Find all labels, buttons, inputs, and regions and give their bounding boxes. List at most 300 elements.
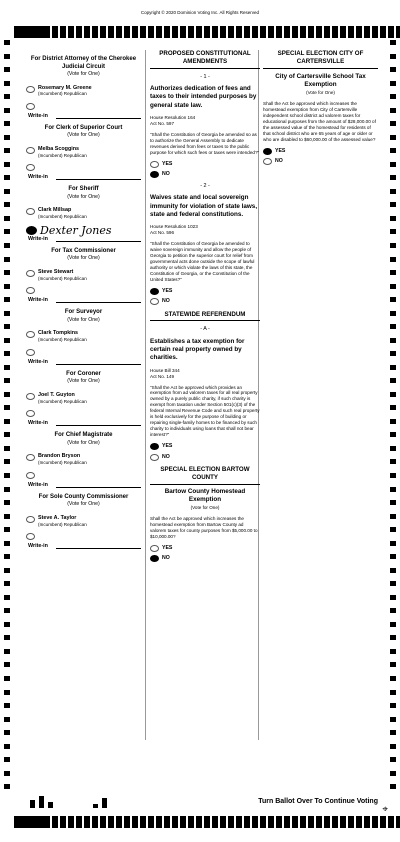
timing-mark — [300, 26, 306, 38]
office-name: For Clerk of Superior Court — [44, 124, 123, 131]
timing-mark — [390, 500, 396, 505]
timing-mark — [228, 816, 234, 828]
left-timing-marks — [4, 40, 10, 790]
selection-oval[interactable] — [26, 103, 35, 110]
amendment-1 — [150, 74, 260, 178]
timing-mark — [172, 26, 178, 38]
write-in-label: Write-in — [28, 174, 48, 181]
timing-mark — [188, 816, 194, 828]
option-label: NO — [275, 158, 283, 165]
county-election-header: SPECIAL ELECTION BARTOW COUNTY — [150, 466, 260, 485]
timing-mark — [390, 216, 396, 221]
candidate-option[interactable] — [26, 269, 141, 281]
timing-mark — [4, 324, 10, 329]
selection-oval[interactable] — [26, 410, 35, 417]
timing-mark — [4, 500, 10, 505]
timing-mark — [4, 311, 10, 316]
timing-mark — [180, 816, 186, 828]
timing-mark — [390, 473, 396, 478]
candidate-party: (Incumbent) Republican — [38, 152, 87, 158]
timing-mark — [228, 26, 234, 38]
selection-oval[interactable] — [26, 270, 35, 277]
timing-mark — [388, 816, 394, 828]
timing-mark — [124, 26, 130, 38]
office-name: For Tax Commissioner — [51, 247, 116, 254]
top-timing-marks — [14, 26, 400, 38]
timing-mark — [316, 26, 322, 38]
timing-mark — [390, 135, 396, 140]
county-question — [150, 488, 260, 562]
timing-mark — [332, 816, 338, 828]
timing-mark — [390, 81, 396, 86]
timing-mark — [390, 649, 396, 654]
timing-mark — [4, 189, 10, 194]
timing-mark — [292, 816, 298, 828]
timing-mark — [284, 816, 290, 828]
timing-mark — [252, 816, 258, 828]
vote-instruction: (Vote for One) — [67, 193, 100, 200]
timing-mark — [390, 189, 396, 194]
write-in-line — [56, 302, 141, 303]
timing-mark — [60, 816, 66, 828]
timing-mark — [390, 487, 396, 492]
candidate-party: (Incumbent) Republican — [38, 91, 87, 97]
timing-mark — [308, 26, 314, 38]
timing-mark — [4, 378, 10, 383]
timing-mark — [4, 175, 10, 180]
candidate-name: Rosemary M. Greene — [38, 84, 92, 91]
timing-mark — [14, 816, 50, 828]
timing-mark — [4, 514, 10, 519]
timing-mark — [4, 757, 10, 762]
act-reference — [150, 224, 260, 236]
timing-mark — [116, 816, 122, 828]
referendum-a — [150, 326, 260, 460]
timing-mark — [4, 744, 10, 749]
selection-oval[interactable] — [26, 208, 35, 215]
timing-mark — [390, 54, 396, 59]
no-option[interactable] — [150, 171, 260, 178]
timing-mark — [4, 541, 10, 546]
timing-mark — [244, 816, 250, 828]
write-in-option[interactable] — [26, 103, 141, 119]
candidate-option[interactable] — [26, 85, 141, 97]
selection-oval[interactable] — [26, 393, 35, 400]
selection-oval[interactable] — [26, 226, 37, 235]
candidate-name: Joel T. Guyton — [38, 391, 75, 398]
option-label: YES — [162, 160, 173, 167]
question-text: Shall the Act be approved which increases the homestead exemption from Bartow County ad valorem taxes for county purposes from $5,000.00 to $10,000.00? — [150, 516, 258, 539]
selection-oval[interactable] — [150, 454, 159, 461]
timing-mark — [390, 730, 396, 735]
write-in-line — [56, 118, 141, 119]
timing-mark — [390, 148, 396, 153]
timing-mark — [390, 514, 396, 519]
selection-oval[interactable] — [26, 349, 35, 356]
selection-oval[interactable] — [150, 161, 159, 168]
id-mark — [48, 802, 53, 808]
column-divider-1 — [145, 50, 146, 740]
timing-mark — [4, 419, 10, 424]
timing-mark — [324, 26, 330, 38]
timing-mark — [268, 26, 274, 38]
timing-mark — [220, 26, 226, 38]
timing-mark — [300, 816, 306, 828]
contest — [26, 371, 141, 426]
timing-mark — [390, 108, 396, 113]
timing-mark — [390, 392, 396, 397]
vote-instruction: (Vote for One) — [67, 316, 100, 323]
candidate-name: Clark Tompkins — [38, 330, 79, 337]
timing-mark — [390, 419, 396, 424]
timing-mark — [390, 581, 396, 586]
timing-mark — [276, 26, 282, 38]
yes-option[interactable] — [263, 148, 378, 155]
timing-mark — [68, 816, 74, 828]
timing-mark — [4, 784, 10, 789]
timing-mark — [284, 26, 290, 38]
timing-mark — [292, 26, 298, 38]
candidate-option[interactable] — [26, 392, 141, 404]
timing-mark — [4, 554, 10, 559]
timing-mark — [390, 554, 396, 559]
timing-mark — [390, 338, 396, 343]
timing-mark — [390, 284, 396, 289]
candidate-party: (Incumbent) Republican — [38, 275, 87, 281]
timing-mark — [390, 40, 396, 45]
timing-mark — [390, 676, 396, 681]
timing-mark — [4, 135, 10, 140]
write-in-label: Write-in — [28, 481, 48, 488]
office-title — [26, 494, 141, 509]
write-in-option[interactable] — [26, 164, 141, 180]
selection-oval[interactable] — [26, 86, 35, 93]
selection-oval[interactable] — [26, 472, 35, 479]
vote-instruction: (Vote for One) — [67, 501, 100, 508]
timing-mark — [308, 816, 314, 828]
timing-mark — [4, 297, 10, 302]
write-in-option[interactable] — [26, 472, 141, 488]
resolution-number: House Resolution 1023 — [150, 223, 198, 229]
timing-mark — [84, 26, 90, 38]
timing-mark — [76, 26, 82, 38]
timing-mark — [4, 67, 10, 72]
timing-mark — [196, 26, 202, 38]
bottom-timing-marks — [14, 816, 400, 828]
id-mark — [30, 800, 35, 808]
no-option[interactable] — [263, 158, 378, 165]
timing-mark — [4, 676, 10, 681]
timing-mark — [252, 26, 258, 38]
timing-mark — [180, 26, 186, 38]
timing-mark — [372, 26, 378, 38]
question-text: Shall the Act be approved which increases the homestead exemption from City of Cartersville independent school district ad valorem taxes for educational purposes from the amount of $28,000.00 of the assessed value of the homestead for residents of that school district who are 65 years of age or older or who are disabled to $60,000.00 of the assessed value? — [263, 100, 376, 142]
timing-mark — [340, 26, 346, 38]
timing-mark — [388, 26, 394, 38]
timing-mark — [364, 816, 370, 828]
yes-option[interactable] — [150, 161, 260, 168]
write-in-option[interactable] — [26, 287, 141, 303]
right-timing-marks — [390, 40, 396, 790]
vote-instruction: (Vote for One) — [67, 255, 100, 262]
city-election-column — [263, 50, 378, 169]
question-number: - A - — [200, 326, 210, 333]
selection-oval[interactable] — [263, 158, 272, 165]
timing-mark — [92, 816, 98, 828]
timing-mark — [390, 622, 396, 627]
selection-oval[interactable] — [26, 454, 35, 461]
timing-mark — [364, 26, 370, 38]
timing-mark — [172, 816, 178, 828]
question-title: Waives state and local sovereign immunity for violation of state laws, state and federal constitutions. — [150, 194, 258, 218]
timing-mark — [188, 26, 194, 38]
timing-mark — [390, 744, 396, 749]
contest — [26, 432, 141, 487]
timing-mark — [390, 257, 396, 262]
selection-oval[interactable] — [26, 331, 35, 338]
timing-mark — [156, 26, 162, 38]
copyright-notice: Copyright © 2020 Dominion Voting Inc. All Rights Reserved — [140, 10, 260, 15]
turn-ballot-instruction: Turn Ballot Over To Continue Voting — [258, 798, 378, 805]
timing-mark — [390, 568, 396, 573]
timing-mark — [4, 446, 10, 451]
id-mark — [93, 804, 98, 808]
timing-mark — [390, 378, 396, 383]
timing-mark — [390, 771, 396, 776]
timing-mark — [4, 717, 10, 722]
timing-mark — [4, 148, 10, 153]
timing-mark — [14, 26, 50, 38]
office-name: For Surveyor — [64, 309, 103, 316]
timing-mark — [390, 446, 396, 451]
option-label: YES — [275, 147, 286, 154]
timing-mark — [4, 202, 10, 207]
timing-mark — [390, 311, 396, 316]
city-election-header: SPECIAL ELECTION CITY OF CARTERSVILLE — [263, 50, 378, 69]
selection-oval[interactable] — [150, 443, 159, 450]
timing-mark — [260, 816, 266, 828]
timing-mark — [212, 816, 218, 828]
no-option[interactable] — [150, 555, 260, 562]
write-in-option[interactable] — [26, 349, 141, 365]
timing-mark — [148, 816, 154, 828]
timing-mark — [390, 121, 396, 126]
write-in-line — [56, 364, 141, 365]
candidate-option[interactable] — [26, 515, 141, 527]
timing-mark — [260, 26, 266, 38]
candidate-option[interactable] — [26, 330, 141, 342]
act-number: Act No. 597 — [150, 120, 175, 126]
office-name: For Sheriff — [68, 186, 99, 193]
question-text: "Shall the Constitution of Georgia be amended so as to authorize the General Assembly to dedicate revenues derived from fees or taxes to the public purpose for which such fees or taxes were intended?" — [150, 131, 260, 155]
write-in-text[interactable]: Dexter Jones — [40, 223, 112, 237]
option-label: NO — [162, 298, 170, 305]
office-title — [26, 125, 141, 140]
timing-mark — [4, 771, 10, 776]
write-in-label: Write-in — [28, 235, 48, 242]
write-in-label: Write-in — [28, 420, 48, 427]
timing-mark — [4, 527, 10, 532]
act-reference — [150, 368, 260, 380]
selection-oval[interactable] — [150, 288, 159, 295]
selection-oval[interactable] — [263, 148, 272, 155]
selection-oval[interactable] — [26, 533, 35, 540]
contest — [26, 56, 141, 119]
timing-mark — [390, 541, 396, 546]
timing-mark — [348, 816, 354, 828]
write-in-line — [56, 179, 141, 180]
yes-option[interactable] — [150, 545, 260, 552]
vote-instruction: (Vote for One) — [67, 132, 100, 139]
candidate-name: Steve A. Taylor — [38, 514, 77, 521]
timing-mark — [4, 257, 10, 262]
write-in-line — [56, 241, 141, 242]
contest — [26, 248, 141, 303]
office-title — [26, 371, 141, 386]
timing-mark — [164, 26, 170, 38]
question-text: "Shall the Act be approved which provides an exemption from ad valorem taxes for all real property owned by a purely public charity, if such charity is exempt from taxation under Section 501(c)(3) of the federal Internal Revenue Code and such real property is held exclusively for the purpose of building or repairing single-family homes to be financed by such charity to individuals using loans that shall not bear interest?" — [150, 384, 260, 438]
question-title: Establishes a tax exemption for certain real property owned by charities. — [150, 338, 245, 362]
timing-mark — [268, 816, 274, 828]
option-label: NO — [162, 171, 170, 178]
timing-mark — [4, 595, 10, 600]
candidate-party: (Incumbent) Republican — [38, 214, 87, 220]
selection-oval[interactable] — [150, 171, 159, 178]
timing-mark — [390, 432, 396, 437]
write-in-option[interactable] — [26, 223, 141, 242]
timing-mark — [390, 94, 396, 99]
write-in-option[interactable] — [26, 410, 141, 426]
timing-mark — [390, 784, 396, 789]
timing-mark — [390, 405, 396, 410]
candidate-name: Steve Stewart — [38, 268, 74, 275]
no-option[interactable] — [150, 454, 260, 461]
candidate-name: Brandon Bryson — [38, 453, 81, 460]
timing-mark — [390, 757, 396, 762]
candidate-option[interactable] — [26, 453, 141, 465]
timing-mark — [4, 338, 10, 343]
timing-mark — [390, 703, 396, 708]
timing-mark — [148, 26, 154, 38]
timing-mark — [140, 816, 146, 828]
candidate-option[interactable] — [26, 207, 141, 219]
write-in-line — [56, 425, 141, 426]
selection-oval[interactable] — [150, 555, 159, 562]
office-title — [26, 56, 141, 79]
timing-mark — [4, 284, 10, 289]
timing-mark — [92, 26, 98, 38]
timing-mark — [390, 270, 396, 275]
timing-mark — [52, 816, 58, 828]
timing-mark — [108, 26, 114, 38]
vote-instruction: (Vote for One) — [67, 439, 100, 446]
selection-oval[interactable] — [26, 287, 35, 294]
timing-mark — [332, 26, 338, 38]
timing-mark — [4, 121, 10, 126]
candidate-party: (Incumbent) Republican — [38, 398, 87, 404]
timing-mark — [244, 26, 250, 38]
bill-number: House Bill 344 — [150, 367, 180, 373]
timing-mark — [52, 26, 58, 38]
referendum-header: STATEWIDE REFERENDUM — [150, 311, 260, 322]
timing-mark — [220, 816, 226, 828]
timing-mark — [4, 635, 10, 640]
selection-oval[interactable] — [150, 545, 159, 552]
timing-mark — [340, 816, 346, 828]
office-name: For District Attorney of the Cherokee Judicial Circuit — [30, 56, 137, 70]
timing-mark — [372, 816, 378, 828]
timing-mark — [4, 392, 10, 397]
timing-mark — [390, 662, 396, 667]
selection-oval[interactable] — [26, 164, 35, 171]
timing-mark — [390, 162, 396, 167]
timing-mark — [390, 527, 396, 532]
yes-option[interactable] — [150, 288, 260, 295]
write-in-label: Write-in — [28, 297, 48, 304]
selection-oval[interactable] — [150, 298, 159, 305]
timing-mark — [356, 26, 362, 38]
resolution-number: House Resolution 164 — [150, 114, 196, 120]
timing-mark — [4, 216, 10, 221]
timing-mark — [316, 816, 322, 828]
timing-mark — [390, 717, 396, 722]
timing-mark — [4, 581, 10, 586]
option-label: YES — [162, 287, 173, 294]
timing-mark — [4, 730, 10, 735]
candidate-option[interactable] — [26, 146, 141, 158]
timing-mark — [132, 816, 138, 828]
office-name: For Sole County Commissioner — [38, 493, 129, 500]
selection-oval[interactable] — [26, 516, 35, 523]
timing-mark — [390, 351, 396, 356]
bottom-id-marks — [30, 796, 107, 808]
contest — [26, 309, 141, 364]
timing-mark — [4, 81, 10, 86]
office-name: For Chief Magistrate — [54, 432, 113, 439]
id-mark — [39, 796, 44, 808]
yes-option[interactable] — [150, 443, 260, 450]
timing-mark — [116, 26, 122, 38]
timing-mark — [390, 67, 396, 72]
amendments-header: PROPOSED CONSTITUTIONAL AMENDMENTS — [150, 50, 260, 69]
timing-mark — [356, 816, 362, 828]
timing-mark — [4, 649, 10, 654]
vote-instruction: (Vote for One) — [306, 89, 335, 95]
timing-mark — [4, 487, 10, 492]
timing-mark — [4, 229, 10, 234]
selection-oval[interactable] — [26, 147, 35, 154]
write-in-line — [56, 548, 141, 549]
write-in-label: Write-in — [28, 112, 48, 119]
timing-mark — [390, 324, 396, 329]
no-option[interactable] — [150, 298, 260, 305]
option-label: YES — [162, 544, 173, 551]
timing-mark — [390, 243, 396, 248]
timing-mark — [4, 459, 10, 464]
candidate-name: Melba Scoggins — [38, 145, 80, 152]
candidate-party: (Incumbent) Republican — [38, 521, 87, 527]
timing-mark — [396, 26, 400, 38]
timing-mark — [4, 662, 10, 667]
timing-mark — [156, 816, 162, 828]
timing-mark — [4, 365, 10, 370]
timing-mark — [4, 351, 10, 356]
act-number: Act No. 149 — [150, 373, 175, 379]
timing-mark — [140, 26, 146, 38]
timing-mark — [164, 816, 170, 828]
write-in-option[interactable] — [26, 533, 141, 549]
timing-mark — [4, 622, 10, 627]
